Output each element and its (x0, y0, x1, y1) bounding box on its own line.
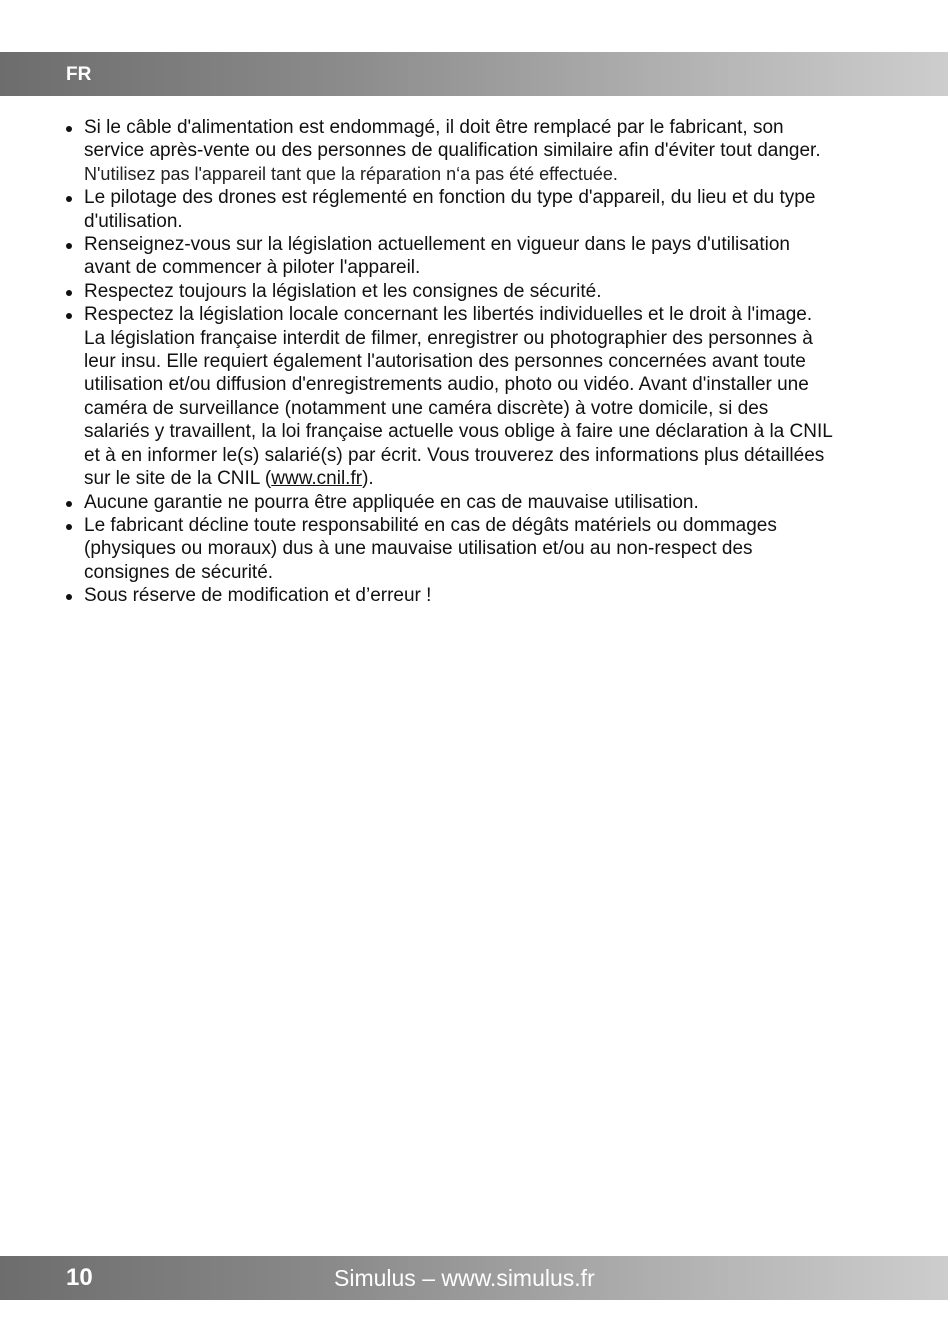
bullet-icon (66, 290, 72, 296)
bullet-line (84, 467, 892, 490)
list-item (62, 491, 892, 514)
bullet-line: d'utilisation. (84, 210, 183, 232)
bullet-line: consignes de sécurité. (84, 561, 274, 583)
bullet-icon (66, 501, 72, 507)
list-item (62, 116, 892, 186)
bullet-line: Le pilotage des drones est réglementé en fonction du type d'appareil, du lieu et du type (84, 187, 816, 209)
bullet-line: Respectez la législation locale concernant les libertés individuelles et le droit à l'image. (84, 304, 813, 326)
bullet-line: Si le câble d'alimentation est endommagé, il doit être remplacé par le fabricant, son (84, 117, 784, 138)
list-item (62, 186, 892, 233)
bullet-icon (66, 243, 72, 249)
bullet-line: Renseignez-vous sur la législation actuellement en vigueur dans le pays d'utilisation (84, 234, 790, 256)
bullet-icon (66, 594, 72, 600)
list-item (62, 280, 892, 303)
bullet-icon (66, 313, 72, 319)
list-item (62, 233, 892, 280)
bullet-line: Aucune garantie ne pourra être appliquée en cas de mauvaise utilisation. (84, 491, 699, 513)
list-item (62, 303, 892, 490)
bullet-line-suffix: ). (362, 468, 374, 490)
bullet-line: et à en informer le(s) salarié(s) par écrit. Vous trouverez des informations plus détaillées (84, 444, 825, 466)
bullet-line-prefix: sur le site de la CNIL ( (84, 468, 272, 490)
page-number: 10 (66, 1264, 93, 1291)
bullet-line: avant de commencer à piloter l'appareil. (84, 257, 421, 279)
bullet-icon (66, 126, 72, 132)
language-label: FR (66, 64, 92, 85)
footer-bar (0, 1256, 948, 1300)
footer-site-text: Simulus – www.simulus.fr (334, 1265, 595, 1291)
bullet-line: caméra de surveillance (notamment une caméra discrète) à votre domicile, si des (84, 397, 769, 419)
safety-content (62, 116, 892, 608)
bullet-line: salariés y travaillent, la loi française actuelle vous oblige à faire une déclaration à la CNIL (84, 421, 833, 443)
list-item (62, 514, 892, 584)
header-bar (0, 52, 948, 96)
bullet-icon (66, 524, 72, 530)
bullet-line: La législation française interdit de filmer, enregistrer ou photographier des personnes à (84, 327, 813, 349)
bullet-icon (66, 196, 72, 202)
bullet-line: leur insu. Elle requiert également l'autorisation des personnes concernées avant toute (84, 351, 806, 373)
bullet-line: (physiques ou moraux) dus à une mauvaise utilisation et/ou au non-respect des (84, 538, 753, 560)
bullet-line: utilisation et/ou diffusion d'enregistrements audio, photo ou vidéo. Avant d'installer une (84, 374, 809, 396)
bullet-line: Sous réserve de modification et d’erreur ! (84, 585, 432, 607)
bullet-line: N'utilisez pas l'appareil tant que la réparation n‘a pas été effectuée. (84, 163, 618, 184)
bullet-line: Respectez toujours la législation et les consignes de sécurité. (84, 280, 602, 302)
cnil-link[interactable]: www.cnil.fr (271, 468, 363, 490)
bullet-line: Le fabricant décline toute responsabilité en cas de dégâts matériels ou dommages (84, 514, 777, 536)
safety-bullet-list (62, 116, 892, 608)
bullet-line: service après-vente ou des personnes de qualification similaire afin d'éviter tout danger. (84, 140, 821, 162)
list-item (62, 584, 892, 607)
